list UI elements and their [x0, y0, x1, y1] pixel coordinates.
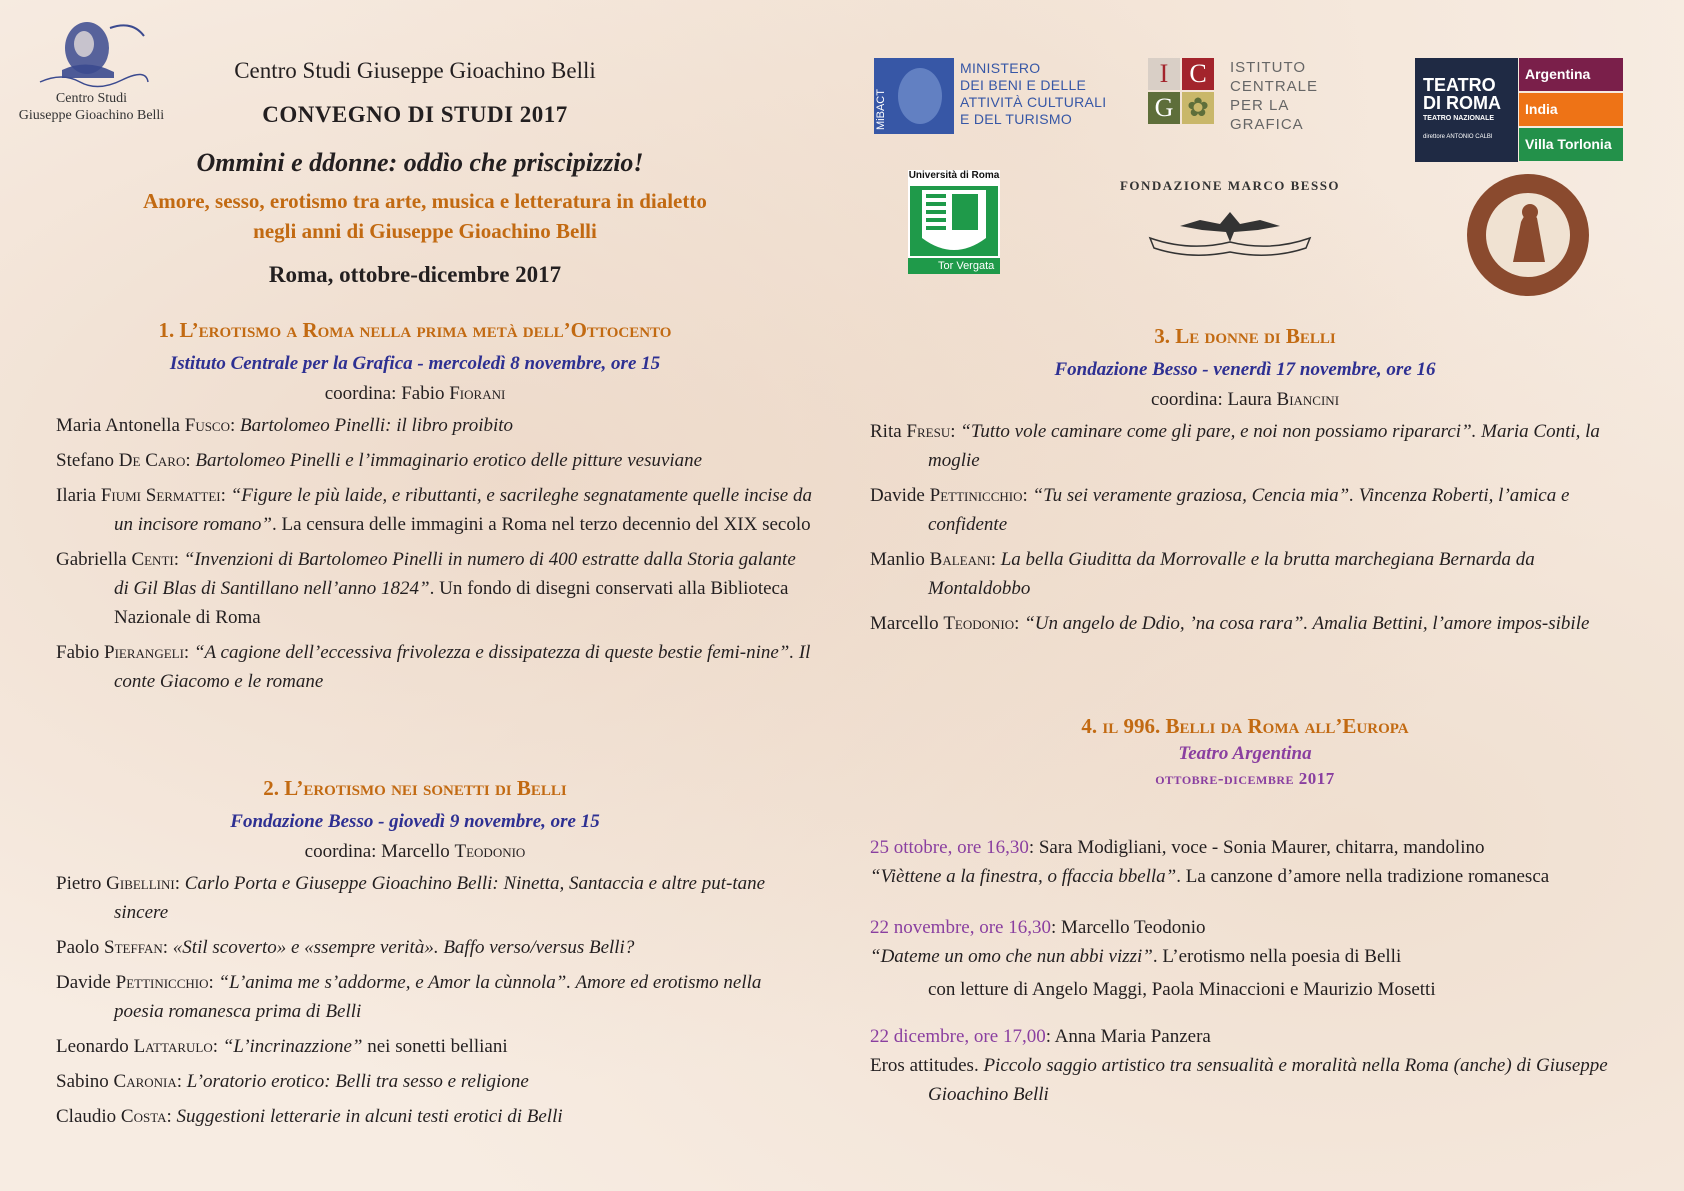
talk-rest: nei sonetti belliani — [362, 1036, 508, 1057]
icg-line: GRAFICA — [1230, 116, 1304, 133]
section-4-dates: ottobre-dicembre 2017 — [1155, 769, 1335, 788]
section-2-coordinator — [16, 841, 814, 863]
speaker-first: Leonardo — [56, 1036, 134, 1057]
event-header — [870, 913, 1630, 942]
talk-title: Carlo Porta e Giuseppe Gioachino Belli: Ninetta, Santaccia e altre put-tane sincere — [114, 873, 766, 923]
mibact-mark-text: MiBACT — [875, 89, 887, 130]
talk-entry — [56, 1032, 814, 1061]
speaker-first: Marcello — [870, 613, 944, 634]
venue-argentina: Argentina — [1519, 58, 1623, 91]
talk-entry — [870, 417, 1630, 475]
event-title: “Vièttene a la finestra, o ffaccia bbella” — [870, 866, 1177, 887]
speaker-first: Manlio — [870, 549, 930, 570]
section-1-entries — [56, 411, 814, 696]
separator: : — [166, 1106, 177, 1127]
speaker-last: Centi — [131, 549, 174, 570]
logo-caption-line1: Centro Studi — [55, 91, 128, 106]
speaker-last: Pettinicchio — [115, 972, 209, 993]
event-2 — [870, 913, 1630, 1004]
event-1 — [870, 833, 1630, 891]
speaker-last: Pierangeli — [104, 642, 184, 663]
main-title: Ommini e ddonne: oddìo che priscipizzio! — [196, 148, 644, 177]
talk-entry — [56, 933, 814, 962]
isr-seal-icon — [1465, 172, 1591, 298]
talk-entry — [56, 869, 814, 927]
besso-eagle-icon — [1140, 202, 1320, 262]
event-header — [870, 833, 1630, 862]
icg-line: ISTITUTO — [1230, 59, 1307, 76]
talk-entry — [56, 446, 814, 475]
separator: : — [220, 485, 231, 506]
speaker-last: Steffan — [104, 937, 163, 958]
uni-bottom-text: Tor Vergata — [938, 260, 995, 272]
talk-entry — [56, 638, 814, 696]
speaker-last: Fiumi Sermattei — [100, 485, 221, 506]
section-4-venue: Teatro Argentina — [1178, 743, 1312, 764]
event-people: : Anna Maria Panzera — [1045, 1026, 1211, 1047]
section-2-title: 2. L’erotismo nei sonetti di Belli — [263, 776, 567, 800]
talk-title: “Tutto vole caminare come gli pare, e noi non possiamo ripararci”. Maria Conti, la moglie — [928, 421, 1600, 471]
talk-title: “Un angelo de Ddio, ’na cosa rara”. Amalia Bettini, l’amore impos-sibile — [1024, 613, 1590, 634]
istituto-studi-romani-seal — [1465, 172, 1591, 298]
event-subtitle: Piccolo saggio artistico tra sensualità e moralità nella Roma (anche) di Giuseppe Gioachino Belli — [928, 1055, 1608, 1105]
mibact-line: ATTIVITÀ CULTURALI — [960, 94, 1107, 110]
mibact-line: MINISTERO — [960, 60, 1041, 76]
teatro-sub: TEATRO NAZIONALE — [1423, 115, 1495, 122]
talk-entry — [56, 411, 814, 440]
separator: : — [208, 972, 219, 993]
talk-title: Suggestioni letterarie in alcuni testi erotici di Belli — [176, 1106, 563, 1127]
talk-entry — [870, 545, 1630, 603]
separator: : — [990, 549, 1001, 570]
mibact-line: E DEL TURISMO — [960, 111, 1073, 127]
talk-title: “Figure le più laide, e ributtanti, e sacrileghe segnatamente quelle incise da un incisore romano” — [114, 485, 812, 535]
uni-top-text: Università di Roma — [908, 170, 1000, 181]
separator: : — [173, 549, 184, 570]
talk-entry — [56, 1102, 814, 1131]
event-header — [870, 1022, 1630, 1051]
section-2 — [56, 776, 814, 1137]
section-3-entries — [870, 417, 1630, 638]
speaker-first: Sabino — [56, 1071, 114, 1092]
venue-villa-torlonia: Villa Torlonia — [1519, 128, 1623, 161]
section-2-entries — [56, 869, 814, 1131]
separator: : — [174, 873, 185, 894]
section-1-title: 1. L’erotismo a Roma nella prima metà dell’Ottocento — [158, 318, 672, 342]
event-subtitle: . La canzone d’amore nella tradizione romanesca — [1176, 866, 1550, 887]
section-1-coordinator — [16, 383, 814, 405]
talk-entry — [56, 481, 814, 539]
belli-portrait-icon — [32, 18, 152, 90]
separator: : — [230, 415, 241, 436]
talk-title: “A cagione dell’eccessiva frivolezza e dissipatezza di queste bestie femi-nine”. Il conte Giacomo e le romane — [114, 642, 811, 692]
speaker-last: Costa — [120, 1106, 167, 1127]
event-description — [870, 942, 1630, 971]
speaker-last: Lattarulo — [133, 1036, 213, 1057]
fondazione-besso-logo — [1100, 178, 1360, 268]
speaker-first: Pietro — [56, 873, 107, 894]
separator: : — [185, 450, 196, 471]
coordinator-label: coordina: Laura — [1150, 389, 1277, 410]
icg-logo — [1148, 58, 1318, 138]
speaker-last: Fresu — [906, 421, 951, 442]
icg-letter-i: I — [1148, 58, 1180, 90]
separator: : — [176, 1071, 187, 1092]
separator: : — [212, 1036, 223, 1057]
icg-flower-icon: ✿ — [1182, 92, 1214, 124]
event-date: 22 novembre, ore 16,30 — [870, 917, 1051, 938]
mibact-line: DEI BENI E DELLE — [960, 77, 1087, 93]
talk-title: “Tu sei veramente graziosa, Cencia mia”. Vincenza Roberti, l’amica e confidente — [928, 485, 1570, 535]
besso-name: FONDAZIONE MARCO BESSO — [1119, 178, 1341, 193]
talk-rest: . Un fondo di disegni conservati alla Biblioteca Nazionale di Roma — [114, 578, 789, 628]
teatro-main-block — [1415, 58, 1518, 162]
talk-entry — [870, 481, 1630, 539]
icg-line: CENTRALE — [1230, 78, 1319, 95]
speaker-last: Baleani — [929, 549, 991, 570]
speaker-first: Fabio — [56, 642, 105, 663]
section-1 — [56, 318, 814, 702]
teatro-name-line: DI ROMA — [1423, 93, 1501, 113]
icg-letter-g: G — [1148, 92, 1180, 124]
coordinator-name: Biancini — [1276, 389, 1340, 410]
speaker-first: Paolo — [56, 937, 105, 958]
event-date: 22 dicembre, ore 17,00 — [870, 1026, 1046, 1047]
mibact-logo — [874, 58, 1124, 136]
subtitle-line2: negli anni di Giuseppe Gioachino Belli — [253, 219, 597, 243]
subtitle-line1: Amore, sesso, erotismo tra arte, musica e letteratura in dialetto — [143, 189, 707, 213]
section-3-coordinator — [860, 389, 1630, 411]
teatro-di-roma-logo — [1415, 58, 1625, 163]
centro-studi-logo — [14, 18, 169, 124]
mibact-text — [960, 60, 1106, 128]
event-date: 25 ottobre, ore 16,30 — [870, 837, 1029, 858]
event-subtitle: . L’erotismo nella poesia di Belli — [1152, 946, 1402, 967]
separator: : — [1014, 613, 1025, 634]
event-description — [870, 862, 1630, 891]
venue-india: India — [1519, 93, 1623, 126]
coordinator-label: coordina: Fabio — [324, 383, 450, 404]
talk-entry — [870, 609, 1630, 638]
talk-title: Bartolomeo Pinelli: il libro proibito — [240, 415, 514, 436]
coordinator-label: coordina: Marcello — [304, 841, 455, 862]
section-1-venue: Istituto Centrale per la Grafica - mercoledì 8 novembre, ore 15 — [169, 353, 661, 374]
section-3-title: 3. Le donne di Belli — [1154, 324, 1336, 348]
talk-title: «Stil scoverto» e «ssempre verità». Baffo verso/versus Belli? — [172, 937, 635, 958]
talk-title: La bella Giuditta da Morrovalle e la brutta marchegiana Bernarda da Montaldobbo — [928, 549, 1535, 599]
talk-entry — [56, 545, 814, 632]
event-description — [870, 1051, 1630, 1109]
mibact-head-icon — [874, 58, 954, 134]
talk-title: “L’anima me s’addorme, e Amor la cùnnola”. Amore ed erotismo nella poesia romanesca prima di Belli — [114, 972, 762, 1022]
separator: : — [183, 642, 194, 663]
talk-entry — [56, 968, 814, 1026]
talk-rest: . La censura delle immagini a Roma nel terzo decennio del XIX secolo — [271, 514, 811, 535]
teatro-name-line: TEATRO — [1423, 75, 1496, 95]
talk-entry — [56, 1067, 814, 1096]
speaker-last: Caronia — [113, 1071, 177, 1092]
tor-vergata-logo — [908, 170, 1000, 274]
event-readers: con letture di Angelo Maggi, Paola Minaccioni e Maurizio Mosetti — [928, 979, 1436, 1000]
section-2-venue: Fondazione Besso - giovedì 9 novembre, ore 15 — [230, 811, 600, 832]
event-title: “Dateme un omo che nun abbi vizzi” — [870, 946, 1153, 967]
speaker-last: De Caro — [118, 450, 186, 471]
icg-text — [1230, 58, 1318, 134]
centro-studi-title: Centro Studi Giuseppe Gioachino Belli — [234, 58, 596, 83]
separator: : — [1022, 485, 1033, 506]
tor-vergata-emblem-icon — [908, 170, 1000, 274]
section-3 — [870, 324, 1630, 644]
convegno-title: CONVEGNO DI STUDI 2017 — [262, 102, 568, 127]
talk-title: Bartolomeo Pinelli e l’immaginario erotico delle pitture vesuviane — [195, 450, 703, 471]
talk-title: L’oratorio erotico: Belli tra sesso e religione — [186, 1071, 529, 1092]
logo-caption-line2: Giuseppe Gioachino Belli — [18, 108, 165, 123]
talk-title: “Invenzioni di Bartolomeo Pinelli in numero di 400 estratte dalla Storia galante di Gil Blas di Santillano nell’anno 1824” — [114, 549, 796, 599]
subtitle — [60, 186, 790, 246]
coordinator-name: Teodonio — [454, 841, 526, 862]
speaker-last: Gibellini — [106, 873, 175, 894]
section-4 — [870, 714, 1630, 1109]
speaker-first: Ilaria — [56, 485, 101, 506]
separator: : — [162, 937, 173, 958]
speaker-last: Pettinicchio — [929, 485, 1023, 506]
event-people: : Marcello Teodonio — [1050, 917, 1206, 938]
speaker-first: Rita — [870, 421, 907, 442]
event-people: : Sara Modigliani, voce - Sonia Maurer, chitarra, mandolino — [1028, 837, 1485, 858]
speaker-last: Teodonio — [943, 613, 1015, 634]
event-title: Eros attitudes. — [870, 1055, 984, 1076]
teatro-name — [1423, 76, 1501, 112]
section-3-venue: Fondazione Besso - venerdì 17 novembre, ore 16 — [1054, 359, 1436, 380]
speaker-first: Davide — [870, 485, 930, 506]
section-4-title: 4. il 996. Belli da Roma all’Europa — [1081, 714, 1409, 738]
speaker-first: Claudio — [56, 1106, 121, 1127]
speaker-first: Davide — [56, 972, 116, 993]
icg-line: PER LA — [1230, 97, 1290, 114]
speaker-first: Gabriella — [56, 549, 132, 570]
place-date: Roma, ottobre-dicembre 2017 — [268, 262, 562, 287]
isr-text — [1465, 228, 1591, 229]
coordinator-name: Fiorani — [449, 383, 506, 404]
talk-title: “L’incrinazzione” — [222, 1036, 363, 1057]
speaker-last: Fusco — [184, 415, 230, 436]
icg-letter-c: C — [1182, 58, 1214, 90]
speaker-first: Stefano — [56, 450, 119, 471]
speaker-first: Maria Antonella — [56, 415, 185, 436]
event-3 — [870, 1022, 1630, 1109]
mibact-mark — [874, 58, 954, 134]
teatro-director: direttore ANTONIO CALBI — [1423, 134, 1493, 140]
separator: : — [950, 421, 961, 442]
